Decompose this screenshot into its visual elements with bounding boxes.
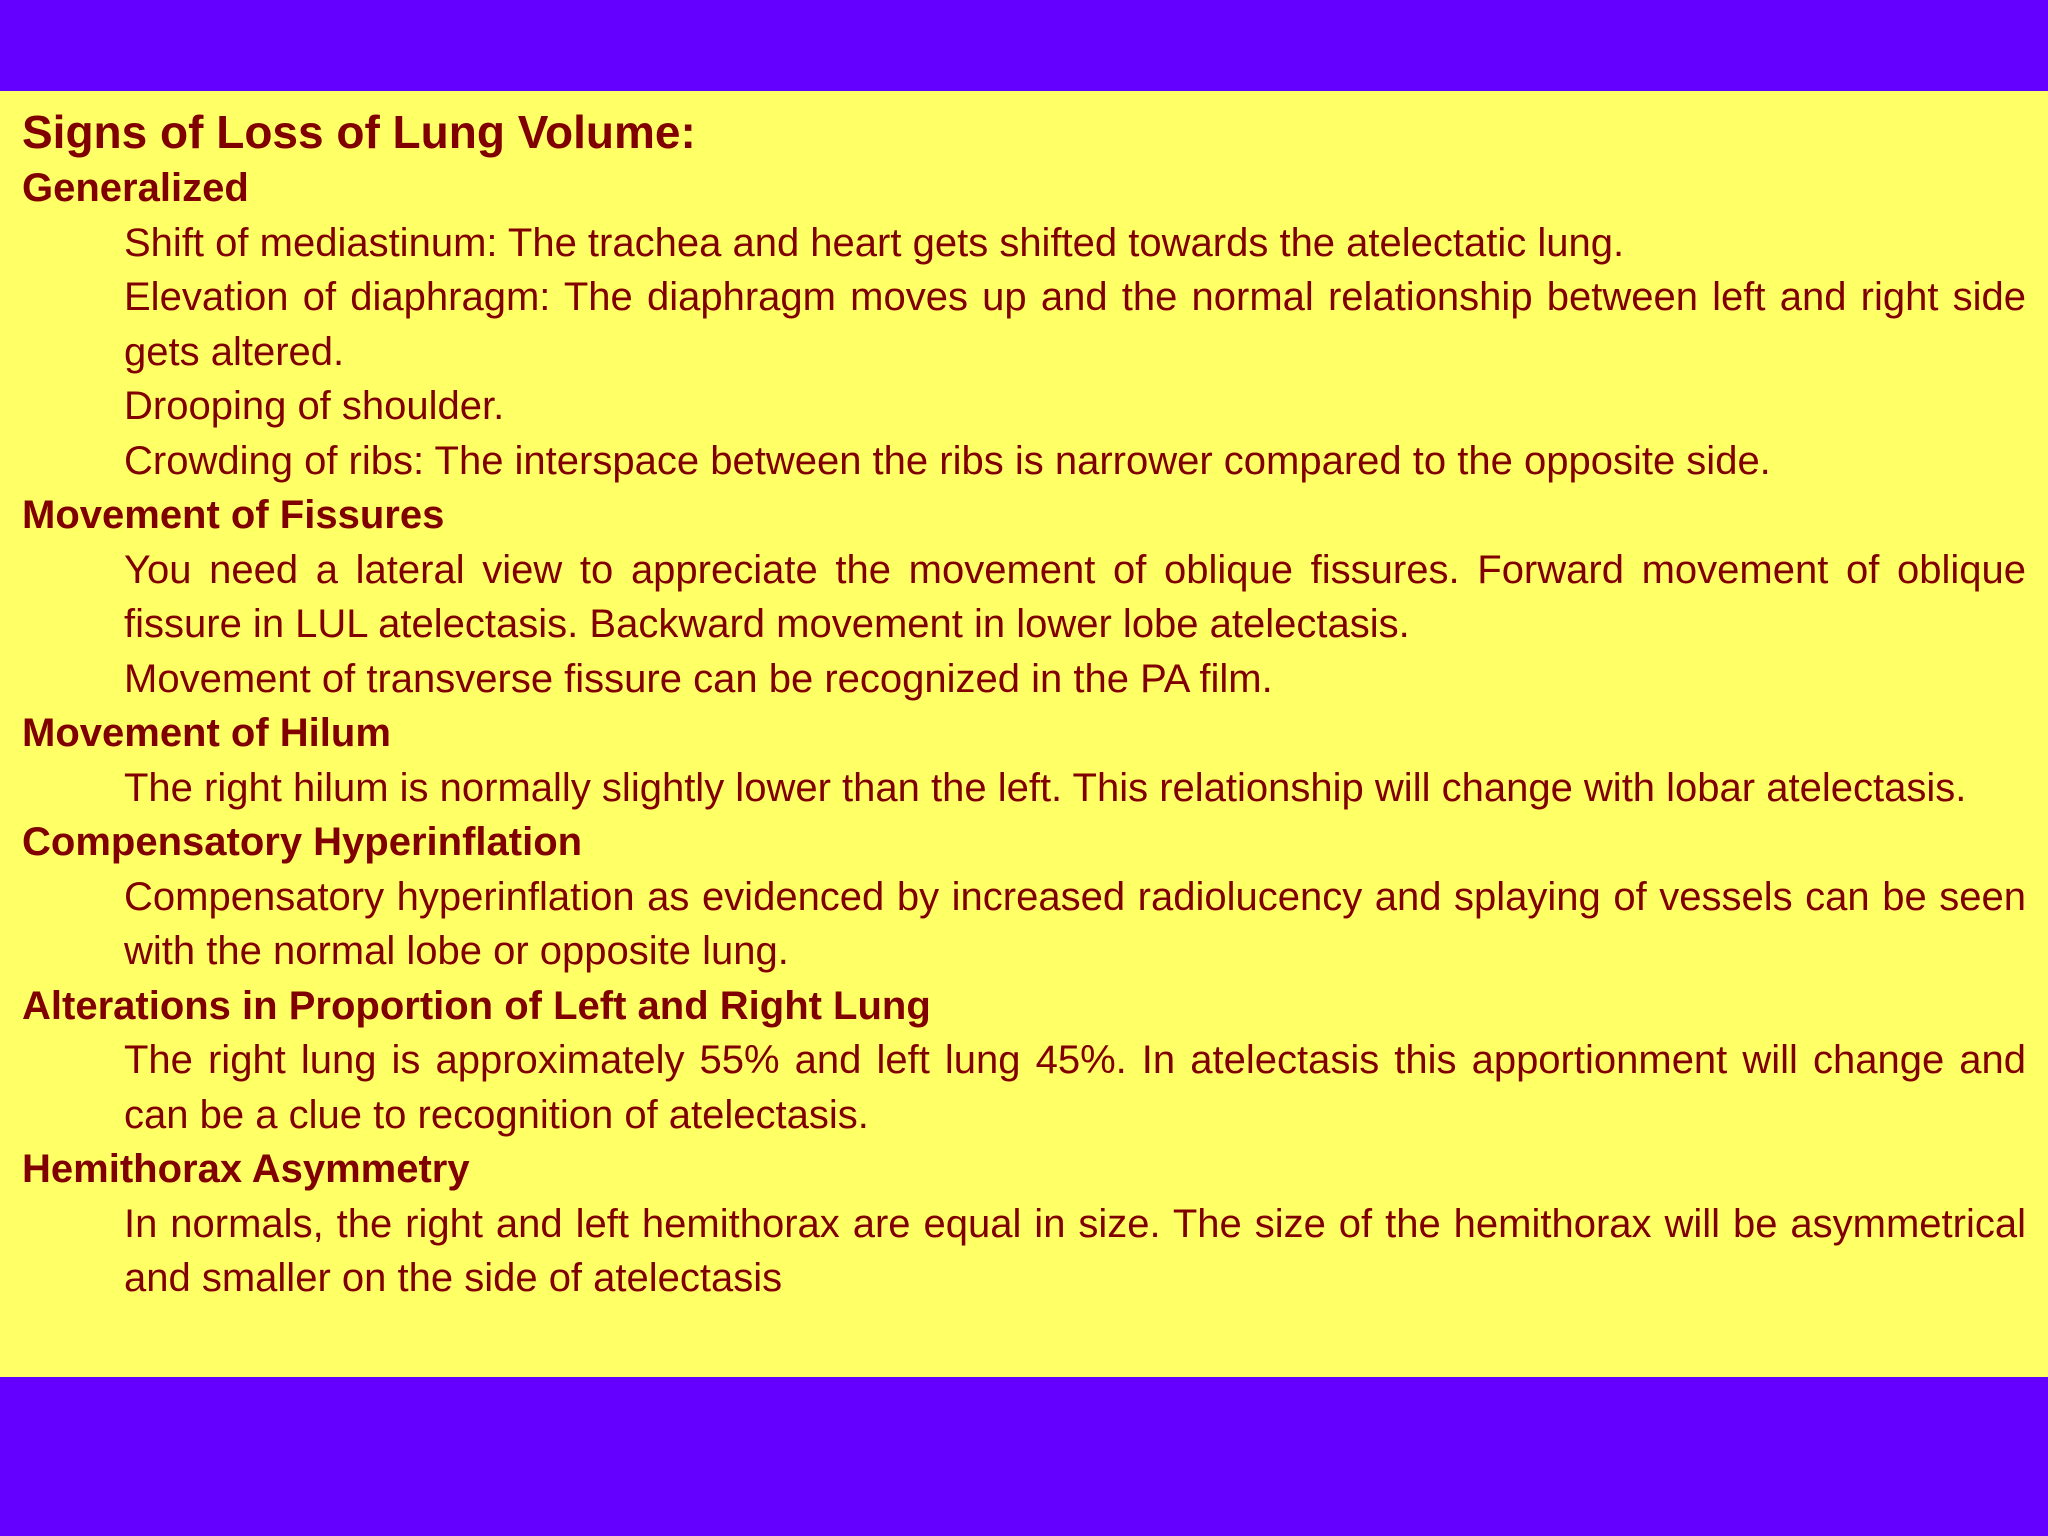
section-heading: Generalized	[22, 166, 249, 210]
section-heading: Movement of Hilum	[22, 711, 391, 755]
section-heading: Hemithorax Asymmetry	[22, 1147, 470, 1191]
section-heading: Alterations in Proportion of Left and Right Lung	[22, 983, 931, 1028]
slide-content	[22, 103, 2026, 1306]
section-heading: Movement of Fissures	[22, 493, 445, 537]
list-item: You need a lateral view to appreciate the movement of oblique fissures. Forward movement of oblique fissure in LUL atelectasis. Backward movement in lower lobe atelectasis.	[124, 547, 2026, 646]
section-movement-of-fissures	[22, 488, 2026, 706]
section-lung-proportion	[22, 979, 2026, 1143]
section-movement-of-hilum	[22, 706, 2026, 815]
list-item: The right lung is approximately 55% and left lung 45%. In atelectasis this apportionment will change and can be a clue to recognition of atelectasis.	[124, 1038, 2026, 1137]
list-item: The right hilum is normally slightly lower than the left. This relationship will change with lobar atelectasis.	[124, 765, 1967, 810]
section-generalized	[22, 161, 2026, 488]
list-item: Compensatory hyperinflation as evidenced by increased radiolucency and splaying of vessels can be seen with the normal lobe or opposite lung.	[124, 874, 2026, 973]
list-item: Movement of transverse fissure can be recognized in the PA film.	[124, 656, 1273, 701]
section-compensatory-hyperinflation	[22, 815, 2026, 979]
list-item: Crowding of ribs: The interspace between the ribs is narrower compared to the opposite side.	[124, 438, 1771, 483]
section-hemithorax-asymmetry	[22, 1142, 2026, 1306]
list-item: Elevation of diaphragm: The diaphragm moves up and the normal relationship between left and right side gets altered.	[124, 275, 2026, 374]
slide-title: Signs of Loss of Lung Volume:	[22, 106, 696, 158]
list-item: Drooping of shoulder.	[124, 384, 505, 428]
list-item: Shift of mediastinum: The trachea and heart gets shifted towards the atelectatic lung.	[124, 220, 1625, 265]
list-item: In normals, the right and left hemithorax are equal in size. The size of the hemithorax will be asymmetrical and smaller on the side of atelectasis	[124, 1201, 2026, 1300]
section-heading: Compensatory Hyperinflation	[22, 820, 583, 864]
